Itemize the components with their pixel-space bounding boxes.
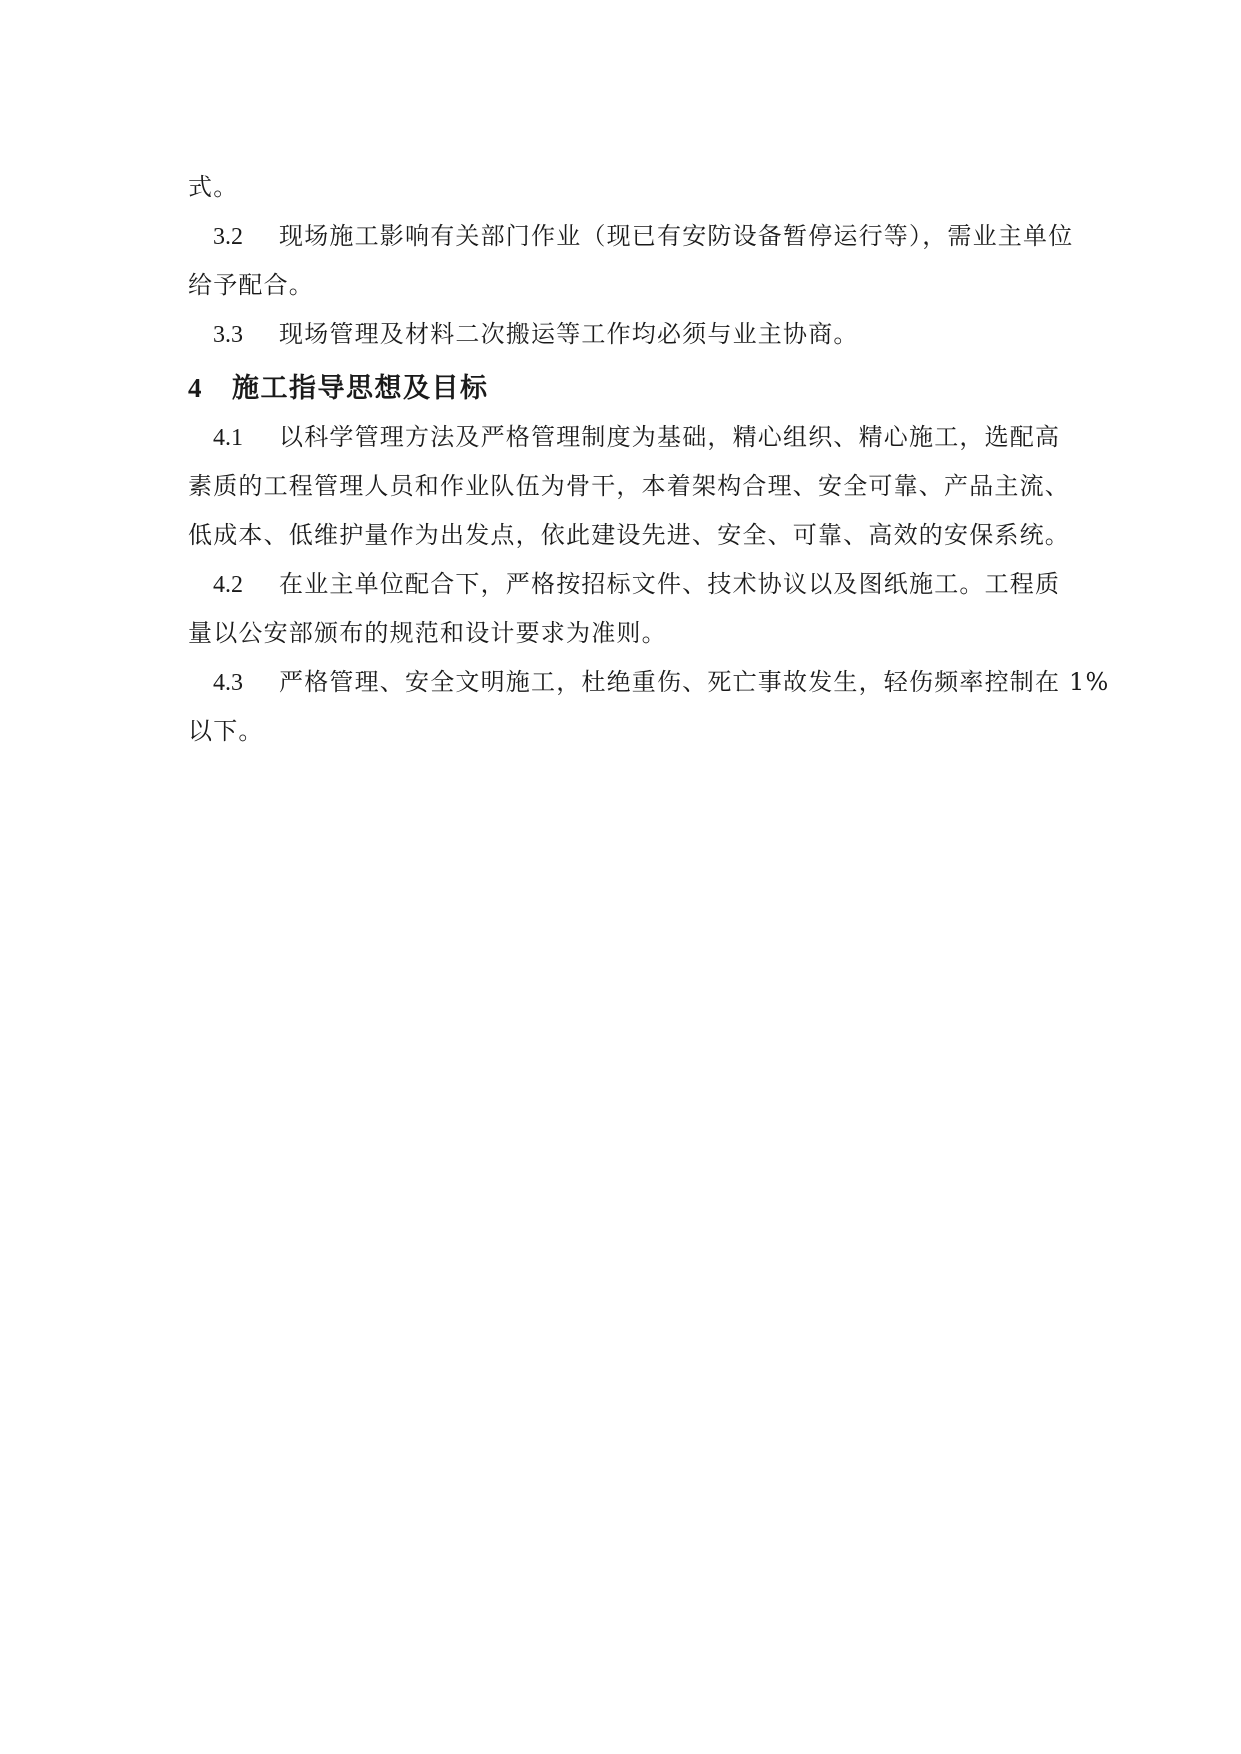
item-number-4-1: 4.1	[213, 425, 243, 451]
paragraph-4-1-line-3: 低成本、低维护量作为出发点，依此建设先进、安全、可靠、高效的安保系统。	[188, 521, 1070, 549]
paragraph-4-2-text-1: 在业主单位配合下，严格按招标文件、技术协议以及图纸施工。工程质	[279, 570, 1061, 598]
paragraph-4-3-text-1: 严格管理、安全文明施工，杜绝重伤、死亡事故发生，轻伤频率控制在 1%	[279, 668, 1110, 696]
paragraph-3-2-line-2: 给予配合。	[188, 271, 314, 299]
paragraph-3-3-text-1: 现场管理及材料二次搬运等工作均必须与业主协商。	[279, 320, 859, 348]
paragraph-3-3-line-1	[188, 310, 1058, 359]
item-number-3-3: 3.3	[213, 322, 243, 348]
paragraph-4-2-line-1	[188, 560, 1061, 609]
carryover-line: 式。	[188, 173, 239, 201]
section-4-title: 施工指导思想及目标	[232, 373, 489, 404]
document-page	[188, 163, 1110, 756]
section-4-heading	[188, 363, 1058, 413]
paragraph-3-2-line-1	[188, 212, 1074, 261]
item-number-4-2: 4.2	[213, 572, 243, 598]
paragraph-4-1-line-1	[188, 413, 1061, 462]
paragraph-4-3-line-2: 以下。	[188, 717, 264, 745]
paragraph-4-2-line-2: 量以公安部颁布的规范和设计要求为准则。	[188, 619, 667, 647]
paragraph-4-1-text-1: 以科学管理方法及严格管理制度为基础，精心组织、精心施工，选配高	[279, 423, 1061, 451]
item-number-4-3: 4.3	[213, 670, 243, 696]
paragraph-3-2-text-1: 现场施工影响有关部门作业（现已有安防设备暂停运行等），需业主单位	[279, 222, 1074, 250]
paragraph-4-1-line-2: 素质的工程管理人员和作业队伍为骨干，本着架构合理、安全可靠、产品主流、	[188, 472, 1070, 500]
section-4-number: 4	[188, 373, 202, 403]
item-number-3-2: 3.2	[213, 224, 243, 250]
paragraph-4-3-line-1	[188, 658, 1110, 707]
